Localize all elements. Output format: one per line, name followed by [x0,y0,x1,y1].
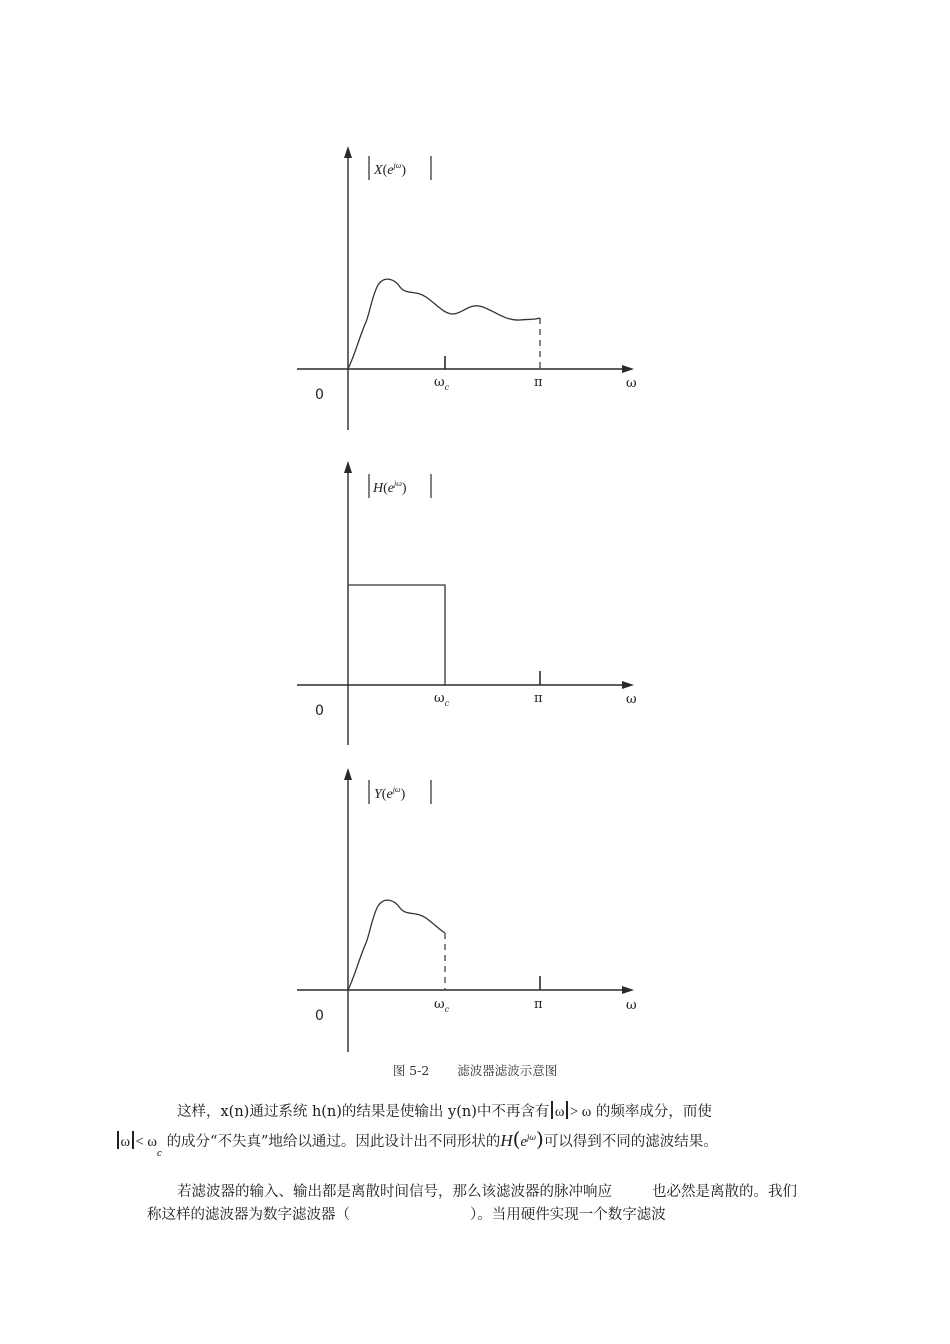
x-axis-label: ω [626,692,637,707]
p2-text-b: 也必然是离散的。我们称这样的滤波器为数字滤波器（ [147,1184,797,1223]
p1-math-e: e [520,1133,527,1150]
abs-bar [117,1131,119,1149]
p1-text-c: 的成分“不失真”地给以通过。因此设计出不同形状的 [166,1133,501,1150]
p1-math-H: H [500,1130,513,1150]
x-axis-arrow [622,681,634,689]
x-axis-label: ω [626,376,637,391]
caption-number: 图 5-2 [392,1063,430,1078]
p1-math-b-rel: < ω [135,1133,157,1150]
p1-math-a-rel: > ω [569,1104,592,1120]
p1-text-d: 可以得到不同的滤波结果。 [543,1133,718,1150]
plot-y-spectrum [0,760,950,1060]
y-axis-label: $Y(e^{j\omega})$ [374,785,406,802]
p1-math-c: c [156,1148,162,1159]
origin-label: 0 [315,1008,324,1024]
x-axis-label: ω [626,998,637,1013]
tick-label-omega-c: $\omega_c$ [434,997,450,1014]
p2-text-a: 若滤波器的输入、输出都是离散时间信号，那么该滤波器的脉冲响应 [177,1184,612,1200]
x-axis-arrow [622,365,634,373]
abs-bar [132,1131,134,1149]
y-axis-label: $X(e^{j\omega})$ [374,161,406,178]
y-axis-arrow [344,146,352,158]
figure-caption [0,1061,950,1079]
x-axis-arrow [622,986,634,994]
tick-label-pi: π [534,997,543,1012]
output-spectrum-curve [348,900,445,990]
lowpass-rectangle [348,585,445,685]
p1-text-b: 的频率成分，而使 [595,1104,712,1120]
p1-text-a: 这样，x(n)通过系统 h(n)的结果是使输出 y(n)中不再含有 [177,1104,550,1120]
tick-label-pi: π [534,691,543,706]
abs-bar [566,1101,568,1119]
p2-text-c: ）。当用硬件实现一个数字滤波 [470,1207,666,1223]
tick-label-pi: π [534,375,543,390]
abs-bar [551,1101,553,1119]
y-axis-arrow [344,768,352,780]
p1-math-jw: jω [526,1133,536,1142]
spectrum-curve [348,279,540,369]
y-axis-label: $H(e^{j\omega})$ [373,479,407,496]
plot-x-spectrum [0,140,950,440]
p1-math-b: ω [120,1133,131,1150]
caption-text: 滤波器滤波示意图 [457,1063,558,1078]
y-axis-arrow [344,461,352,473]
origin-label: 0 [315,387,324,403]
paragraph-1: 这样，x(n)通过系统 h(n)的结果是使输出 y(n)中不再含有 ω > ω 的频率成分，而使 $\omega < \omega_c$ 的成分“不失真”地给以通过。因此设计出不同形状的$H(e^{j\omega})$可以得到不同的滤波结果。 [147,1099,807,1167]
p1-math-a: ω [554,1104,565,1120]
tick-label-omega-c: $\omega_c$ [434,375,450,392]
tick-label-omega-c: $\omega_c$ [434,691,450,708]
origin-label: 0 [315,703,324,719]
plot-h-filter [0,455,950,755]
paragraph-2 [147,1181,807,1227]
